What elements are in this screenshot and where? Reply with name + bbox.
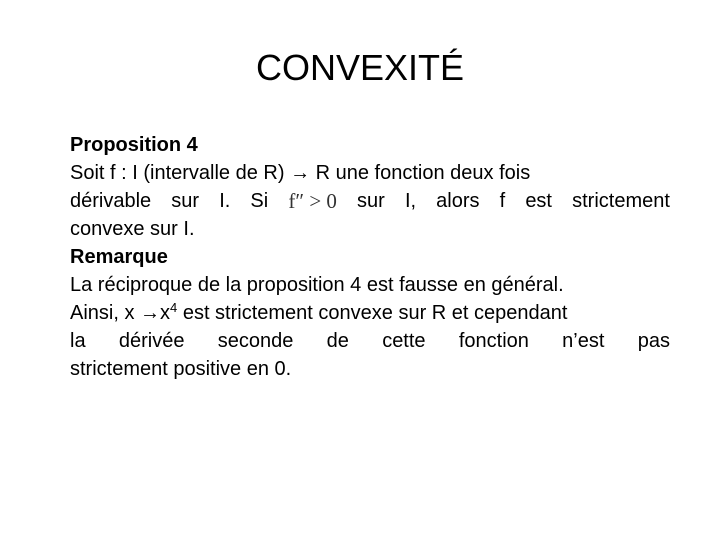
- word: pas: [637, 330, 670, 352]
- remarque-line-2-after: est strictement convexe sur R et cependant: [177, 302, 568, 324]
- word: de: [326, 330, 349, 352]
- word: I.: [219, 190, 231, 212]
- word: seconde: [217, 330, 294, 352]
- slide-title: CONVEXITÉ: [255, 47, 465, 88]
- remarque-line-2: [70, 299, 670, 327]
- word: f: [499, 190, 506, 212]
- remarque-line-1: La réciproque de la proposition 4 est fausse en général.: [70, 274, 564, 296]
- word: dérivable: [70, 190, 152, 212]
- word: dérivée: [118, 330, 185, 352]
- word: strictement: [572, 190, 670, 212]
- second-derivative-formula: f″ > 0: [288, 189, 337, 213]
- word: sur: [171, 190, 200, 212]
- word: fonction: [458, 330, 529, 352]
- word: n’est: [562, 330, 605, 352]
- word: est: [525, 190, 552, 212]
- remarque-line-2-before: Ainsi, x →x: [70, 302, 171, 324]
- word: sur: [357, 190, 385, 212]
- proposition-line-1: Soit f : I (intervalle de R) → R une fonction deux fois: [70, 162, 531, 184]
- remarque-line-4: strictement positive en 0.: [70, 358, 292, 380]
- word: cette: [382, 330, 426, 352]
- word: la: [70, 330, 86, 352]
- proposition-heading: Proposition 4: [70, 134, 198, 156]
- remarque-line-3: [70, 327, 670, 355]
- remarque-heading: Remarque: [70, 246, 168, 268]
- slide-body: [70, 131, 670, 383]
- word: alors: [436, 190, 480, 212]
- proposition-line-3: convexe sur I.: [70, 218, 195, 240]
- word: I,: [404, 190, 417, 212]
- exponent: 4: [170, 300, 178, 315]
- proposition-line-2: [70, 187, 670, 215]
- word: Si: [250, 190, 269, 212]
